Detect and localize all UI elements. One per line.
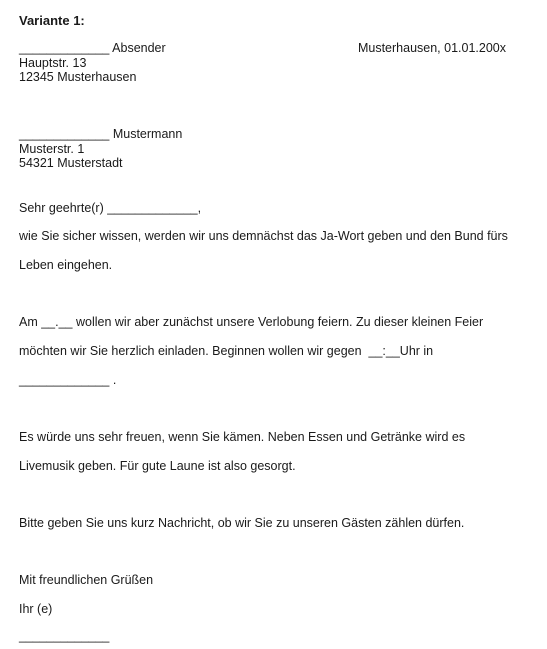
sender-name-line: _____________ Absender xyxy=(19,41,166,55)
recipient-city: 54321 Musterstadt xyxy=(19,156,123,170)
paragraph-3-line: Es würde uns sehr freuen, wenn Sie kämen. Neben Essen und Getränke wird es xyxy=(19,430,466,444)
paragraph-2-line: _____________ . xyxy=(19,373,117,387)
variant-heading: Variante 1: xyxy=(19,13,85,28)
paragraph-4-line: Bitte geben Sie uns kurz Nachricht, ob wir Sie zu unseren Gästen zählen dürfen. xyxy=(19,516,465,530)
recipient-street: Musterstr. 1 xyxy=(19,142,85,156)
salutation: Sehr geehrte(r) _____________, xyxy=(19,201,202,215)
signature-line: _____________ xyxy=(19,629,110,643)
paragraph-3-line: Livemusik geben. Für gute Laune ist also gesorgt. xyxy=(19,459,296,473)
sender-street: Hauptstr. 13 xyxy=(19,56,87,70)
signoff: Ihr (e) xyxy=(19,602,53,616)
paragraph-1-line: Leben eingehen. xyxy=(19,258,113,272)
paragraph-1-line: wie Sie sicher wissen, werden wir uns demnächst das Ja-Wort geben und den Bund fürs xyxy=(19,229,508,243)
place-date: Musterhausen, 01.01.200x xyxy=(357,41,506,55)
paragraph-2-line: Am __.__ wollen wir aber zunächst unsere Verlobung feiern. Zu dieser kleinen Feier xyxy=(19,315,484,329)
closing: Mit freundlichen Grüßen xyxy=(19,573,154,587)
sender-city: 12345 Musterhausen xyxy=(19,70,137,84)
paragraph-2-line: möchten wir Sie herzlich einladen. Beginnen wollen wir gegen __:__Uhr in xyxy=(19,344,434,358)
recipient-name-line: _____________ Mustermann xyxy=(19,127,183,141)
